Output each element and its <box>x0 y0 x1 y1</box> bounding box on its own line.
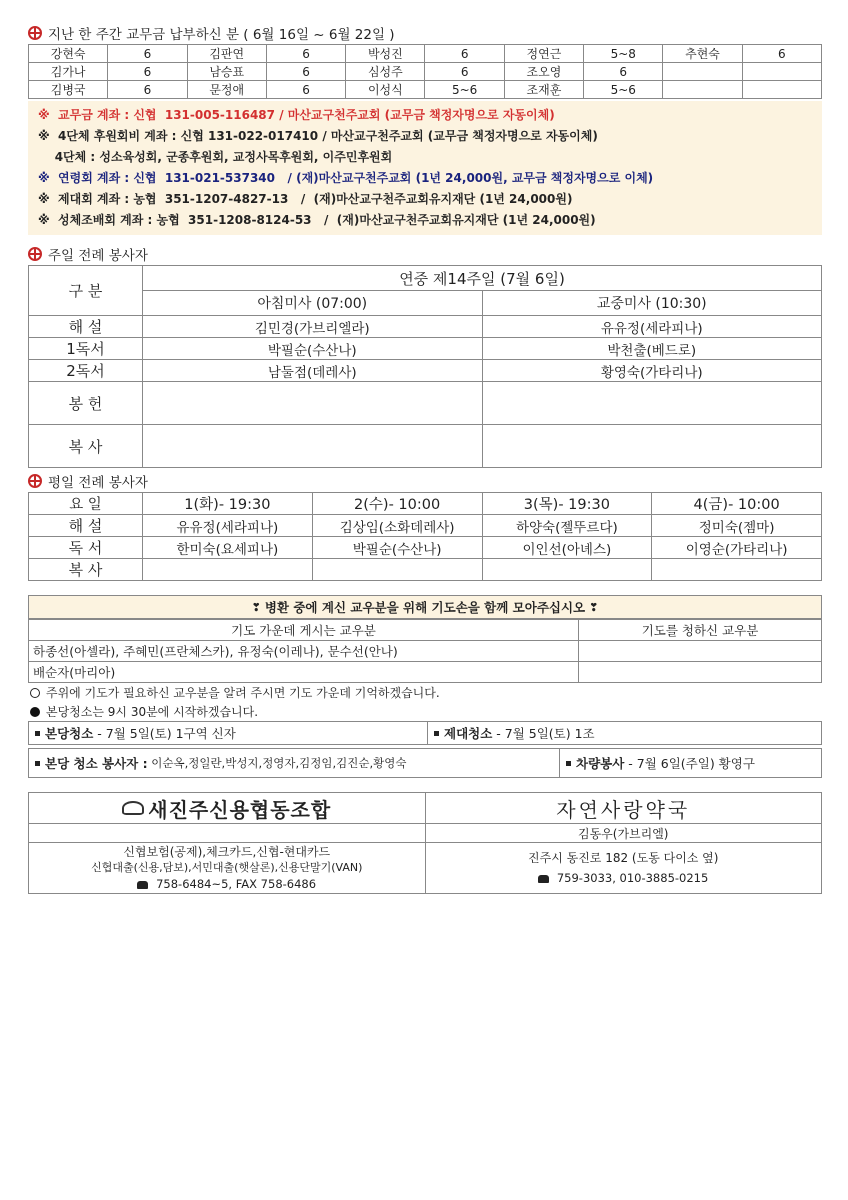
donor-months: 6 <box>108 81 187 99</box>
prayer-note <box>28 683 822 702</box>
morning-mass-server: 김민경(가브리엘라) <box>143 316 483 338</box>
credit-union-phone: 758-6484~5, FAX 758-6486 <box>156 877 317 891</box>
credit-union-body <box>29 843 425 893</box>
donor-name <box>663 63 742 81</box>
credit-union-spacer <box>29 824 425 843</box>
filled-bullet-icon <box>30 707 40 717</box>
phone-icon <box>137 881 148 889</box>
altar-cleaning-text: - 7월 5일(토) 1조 <box>492 726 595 741</box>
credit-union-line2: 신협대출(신용,담보),서민대출(햇살론),신용단말기(VAN) <box>91 861 363 874</box>
account-line: ※ 교무금 계좌 : 신협 131-005-116487 / 마산교구천주교회 (교무금 책정자명으로 자동이체) <box>38 108 555 122</box>
prayer-col1-header: 기도 가운데 게시는 교우분 <box>29 620 579 641</box>
morning-mass-server <box>143 425 483 468</box>
sunday-title: 주일 전례 봉사자 <box>48 248 148 264</box>
role-label: 해 설 <box>29 515 143 537</box>
weekday-server-row <box>29 537 822 559</box>
vehicle-label: 차량봉사 <box>576 756 625 771</box>
cross-icon <box>28 26 42 40</box>
donor-months: 6 <box>266 45 345 63</box>
cleaning-volunteers <box>29 749 559 777</box>
donor-name: 이성식 <box>346 81 425 99</box>
sunday-server-row <box>29 360 822 382</box>
prayer-note-text: 주위에 기도가 필요하신 교우분을 알려 주시면 기도 가운데 기억하겠습니다. <box>46 686 440 700</box>
prayer-section <box>28 595 822 721</box>
weekday-server-row <box>29 515 822 537</box>
donor-months: 6 <box>425 45 504 63</box>
donor-name: 김판연 <box>187 45 266 63</box>
donation-row <box>29 63 822 81</box>
prayer-names: 배순자(마리아) <box>29 662 579 683</box>
donor-months: 5~6 <box>425 81 504 99</box>
role-label: 1독서 <box>29 338 143 360</box>
morning-mass-server: 남둘점(데레사) <box>143 360 483 382</box>
morning-mass-server: 박필순(수산나) <box>143 338 483 360</box>
weekday-server: 유유정(세라피나) <box>143 515 313 537</box>
cleaning-row-2 <box>28 748 822 778</box>
weekday-time: 2(수)- 10:00 <box>312 493 482 515</box>
donor-months: 6 <box>108 45 187 63</box>
square-bullet-icon <box>35 731 40 736</box>
donor-months <box>742 81 821 99</box>
weekday-server <box>143 559 313 581</box>
circle-bullet-icon <box>30 688 40 698</box>
cleaning-note-text: 본당청소는 9시 30분에 시작하겠습니다. <box>46 705 259 719</box>
pharmacy-ad <box>425 793 822 893</box>
main-cleaning <box>29 722 427 744</box>
weekday-server <box>482 559 652 581</box>
donor-name: 심성주 <box>346 63 425 81</box>
prayer-title-bar <box>28 595 822 619</box>
main-mass-server: 황영숙(가타리나) <box>482 360 822 382</box>
donation-table <box>28 44 822 99</box>
weekday-server: 하양숙(젤뚜르다) <box>482 515 652 537</box>
weekday-server <box>652 559 822 581</box>
cleaning-row-1 <box>28 721 822 745</box>
cross-icon <box>28 474 42 488</box>
weekday-server-row <box>29 559 822 581</box>
weekday-server: 김상임(소화데레사) <box>312 515 482 537</box>
weekday-server <box>312 559 482 581</box>
prayer-row <box>29 641 822 662</box>
main-mass-server <box>482 425 822 468</box>
prayer-names: 하종선(아셀라), 주혜민(프란체스카), 유정숙(이레나), 문수선(안나) <box>29 641 579 662</box>
donor-months <box>742 63 821 81</box>
sunday-server-row <box>29 338 822 360</box>
donor-months: 6 <box>266 81 345 99</box>
prayer-col2-header: 기도를 청하신 교우분 <box>579 620 822 641</box>
morning-mass-server <box>143 382 483 425</box>
donor-name <box>663 81 742 99</box>
main-mass-server: 박천출(베드로) <box>482 338 822 360</box>
weekday-servers-table <box>28 492 822 581</box>
credit-union-line1: 신협보험(공제),체크카드,신협-현대카드 <box>123 845 331 859</box>
weekday-server: 이인선(아녜스) <box>482 537 652 559</box>
bulletin-page <box>28 22 822 894</box>
donor-name: 남승표 <box>187 63 266 81</box>
pharmacy-name: 자연사랑약국 <box>426 793 822 824</box>
donor-months: 6 <box>266 63 345 81</box>
donor-months: 6 <box>425 63 504 81</box>
pharmacy-owner: 김동우(가브리엘) <box>426 824 822 843</box>
donor-name: 강현숙 <box>29 45 108 63</box>
donor-months: 6 <box>108 63 187 81</box>
role-label: 봉 헌 <box>29 382 143 425</box>
credit-union-name-row <box>29 793 425 824</box>
cross-icon <box>28 247 42 261</box>
weekday-title: 평일 전례 봉사자 <box>48 475 148 491</box>
sunday-server-row <box>29 316 822 338</box>
role-label: 독 서 <box>29 537 143 559</box>
pharmacy-address: 진주시 동진로 182 (도동 다이소 옆) <box>528 851 719 865</box>
credit-union-ad <box>29 793 425 893</box>
cleaning-note <box>28 702 822 721</box>
pharmacy-phone-row <box>538 870 708 886</box>
role-label: 복 사 <box>29 559 143 581</box>
donor-months: 5~6 <box>584 81 663 99</box>
account-info-box <box>28 101 822 235</box>
role-label: 2독서 <box>29 360 143 382</box>
weekday-server: 이영순(가타리나) <box>652 537 822 559</box>
donor-name: 문정애 <box>187 81 266 99</box>
donor-months: 6 <box>584 63 663 81</box>
donation-title: 지난 한 주간 교무금 납부하신 분 ( 6월 16일 ~ 6월 22일 ) <box>48 27 395 43</box>
sunday-server-row <box>29 425 822 468</box>
weekday-heading <box>28 470 822 492</box>
weekday-server: 박필순(수산나) <box>312 537 482 559</box>
credit-union-logo-icon <box>122 801 144 815</box>
prayer-title: 병환 중에 계신 교우분을 위해 기도손을 함께 모아주십시오 <box>264 600 586 615</box>
sunday-date-heading: 연중 제14주일 (7월 6일) <box>143 266 822 291</box>
weekday-server: 정미숙(젬마) <box>652 515 822 537</box>
donor-name: 추현숙 <box>663 45 742 63</box>
donor-name: 조재훈 <box>504 81 583 99</box>
account-line: 4단체 : 성소육성회, 군종후원회, 교정사목후원회, 이주민후원회 <box>38 150 393 164</box>
flower-icon: ❣ <box>251 600 261 614</box>
donation-row <box>29 81 822 99</box>
donation-row <box>29 45 822 63</box>
main-cleaning-text: - 7월 5일(토) 1구역 신자 <box>93 726 236 741</box>
role-label: 복 사 <box>29 425 143 468</box>
altar-cleaning-label: 제대청소 <box>444 726 493 741</box>
pharmacy-phone: 759-3033, 010-3885-0215 <box>556 871 709 885</box>
sponsor-ads <box>28 792 822 894</box>
vehicle-text: - 7월 6일(주일) 황영구 <box>624 756 755 771</box>
prayer-requester <box>579 662 822 683</box>
weekday-time: 4(금)- 10:00 <box>652 493 822 515</box>
weekday-header-row <box>29 493 822 515</box>
prayer-requester <box>579 641 822 662</box>
vehicle-service <box>559 749 821 777</box>
donor-name: 정연근 <box>504 45 583 63</box>
donor-name: 박성진 <box>346 45 425 63</box>
donor-name: 조오영 <box>504 63 583 81</box>
weekday-time: 3(목)- 19:30 <box>482 493 652 515</box>
account-line: ※ 4단체 후원회비 계좌 : 신협 131-022-017410 / 마산교구천주교회 (교무금 책정자명으로 자동이체) <box>38 129 598 143</box>
main-cleaning-label: 본당청소 <box>45 726 94 741</box>
account-line: ※ 성체조배회 계좌 : 농협 351-1208-8124-53 / (재)마산교구천주교회유지재단 (1년 24,000원) <box>38 213 596 227</box>
phone-icon <box>538 875 549 883</box>
morning-mass-header: 아침미사 (07:00) <box>143 291 483 316</box>
square-bullet-icon <box>434 731 439 736</box>
role-label: 해 설 <box>29 316 143 338</box>
square-bullet-icon <box>566 761 571 766</box>
donor-months: 6 <box>742 45 821 63</box>
donor-name: 김병국 <box>29 81 108 99</box>
weekday-server: 한미숙(요세피나) <box>143 537 313 559</box>
account-line: ※ 제대회 계좌 : 농협 351-1207-4827-13 / (재)마산교구천주교회유지재단 (1년 24,000원) <box>38 192 573 206</box>
square-bullet-icon <box>35 761 40 766</box>
main-mass-server: 유유정(세라피나) <box>482 316 822 338</box>
sunday-servers-table <box>28 265 822 468</box>
main-mass-server <box>482 382 822 425</box>
volunteers-label: 본당 청소 봉사자 : <box>45 756 148 771</box>
flower-icon: ❣ <box>589 600 599 614</box>
donor-months: 5~8 <box>584 45 663 63</box>
credit-union-phone-row <box>137 876 316 892</box>
sunday-heading <box>28 243 822 265</box>
altar-cleaning <box>427 722 821 744</box>
pharmacy-body <box>426 843 822 893</box>
account-line: ※ 연령회 계좌 : 신협 131-021-537340 / (재)마산교구천주교회 (1년 24,000원, 교무금 책정자명으로 이체) <box>38 171 654 185</box>
volunteers-text: 이순옥,정일란,박성지,정영자,김정임,김진순,황영숙 <box>147 756 407 770</box>
weekday-time: 1(화)- 19:30 <box>143 493 313 515</box>
weekday-label: 요 일 <box>29 493 143 515</box>
donation-heading <box>28 22 822 44</box>
prayer-row <box>29 662 822 683</box>
credit-union-name: 새진주신용협동조합 <box>148 797 332 822</box>
main-mass-header: 교중미사 (10:30) <box>482 291 822 316</box>
category-header: 구 분 <box>29 266 143 316</box>
sunday-server-row <box>29 382 822 425</box>
prayer-table <box>28 619 822 683</box>
donor-name: 김가나 <box>29 63 108 81</box>
